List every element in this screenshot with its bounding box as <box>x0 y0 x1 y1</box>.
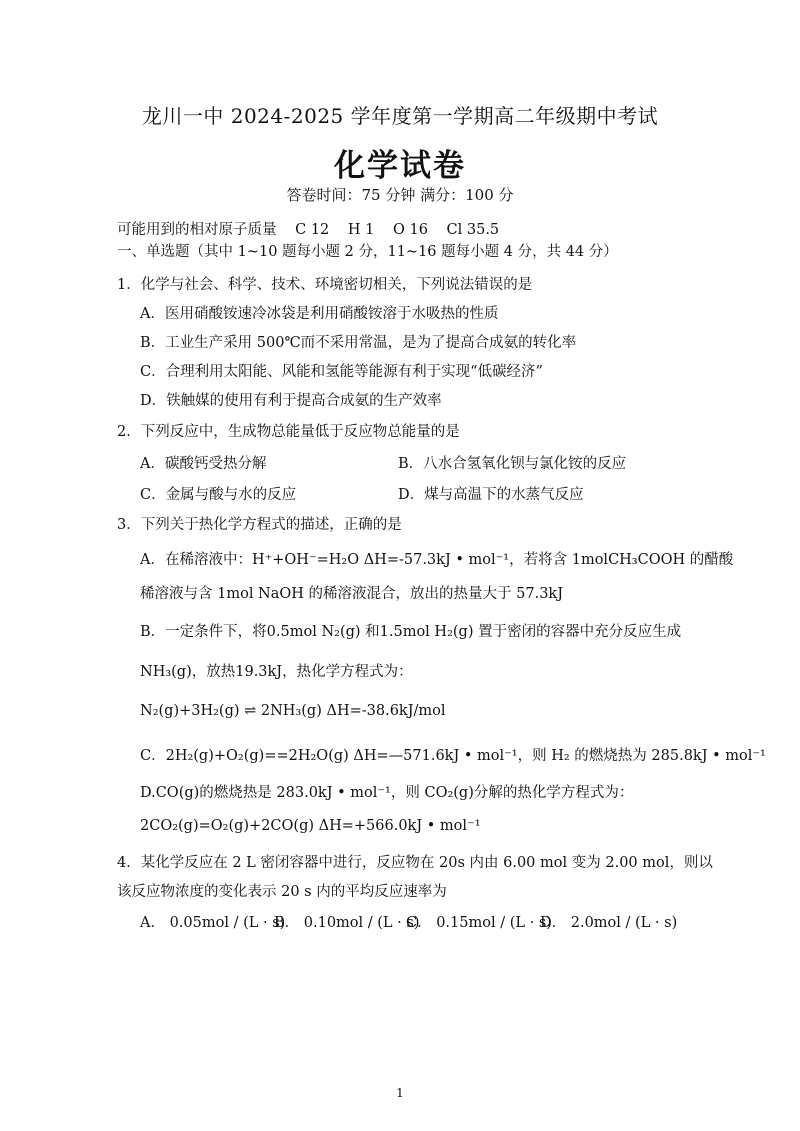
q3-option-b-line2: NH₃(g)，放热19.3kJ，热化学方程式为： <box>140 664 413 680</box>
q4-option-b: B． 0.10mol / (L · s) <box>274 915 420 931</box>
q3-option-d-line2: 2CO₂(g)=O₂(g)+2CO(g) ΔH=+566.0kJ • mol⁻¹ <box>140 818 481 834</box>
q3-option-c: C．2H₂(g)+O₂(g)==2H₂O(g) ΔH=—571.6kJ • mol⁻¹，则 H₂ 的燃烧热为 285.8kJ • mol⁻¹ <box>140 748 766 764</box>
q1-option-b: B．工业生产采用 500℃而不采用常温，是为了提高合成氨的转化率 <box>140 335 577 351</box>
q1-option-a: A．医用硝酸铵速冷冰袋是利用硝酸铵溶于水吸热的性质 <box>140 306 499 322</box>
q4-stem-line1: 4．某化学反应在 2 L 密闭容器中进行，反应物在 20s 内由 6.00 mol 变为 2.00 mol，则以 <box>117 855 713 871</box>
atomic-mass-cl: Cl 35.5 <box>446 222 500 238</box>
exam-title: 龙川一中 2024-2025 学年度第一学期高二年级期中考试 <box>141 104 659 128</box>
q3-option-b-line1: B．一定条件下，将0.5mol N₂(g) 和1.5mol H₂(g) 置于密闭的容器中充分反应生成 <box>140 624 682 640</box>
page-number: 1 <box>396 1086 404 1100</box>
q2-option-a: A．碳酸钙受热分解 <box>140 456 267 472</box>
q2-stem: 2．下列反应中，生成物总能量低于反应物总能量的是 <box>117 424 460 440</box>
q2-option-d: D．煤与高温下的水蒸气反应 <box>398 487 584 503</box>
atomic-mass-o: O 16 <box>392 222 428 238</box>
q1-stem: 1．化学与社会、科学、技术、环境密切相关，下列说法错误的是 <box>117 277 533 293</box>
q2-option-b: B．八水合氢氧化钡与氯化铵的反应 <box>398 456 627 472</box>
q3-option-a-line1: A．在稀溶液中：H⁺+OH⁻=H₂O ΔH=-57.3kJ • mol⁻¹，若将含 1molCH₃COOH 的醋酸 <box>140 552 734 568</box>
q3-option-b-equation: N₂(g)+3H₂(g) ⇌ 2NH₃(g) ΔH=-38.6kJ/mol <box>140 703 446 719</box>
q4-option-a: A． 0.05mol / (L · s) <box>140 915 286 931</box>
q3-option-d-line1: D.CO(g)的燃烧热是 283.0kJ • mol⁻¹，则 CO₂(g)分解的热化学方程式为： <box>140 785 634 801</box>
q4-option-d: D． 2.0mol / (L · s) <box>540 915 678 931</box>
q3-option-a-line2: 稀溶液与含 1mol NaOH 的稀溶液混合，放出的热量大于 57.3kJ <box>140 586 564 602</box>
q3-stem: 3．下列关于热化学方程式的描述，正确的是 <box>117 517 402 533</box>
atomic-masses <box>117 218 499 239</box>
exam-info: 答卷时间：75 分钟 满分：100 分 <box>286 186 514 204</box>
q4-option-c: C． 0.15mol / (L · s) <box>406 915 552 931</box>
q1-option-d: D．铁触媒的使用有利于提高合成氨的生产效率 <box>140 393 442 409</box>
subject-title: 化学试卷 <box>334 148 466 184</box>
atomic-mass-h: H 1 <box>347 222 375 238</box>
atomic-mass-c: C 12 <box>295 222 330 238</box>
atomic-masses-label: 可能用到的相对原子质量 <box>117 222 277 238</box>
q1-option-c: C．合理利用太阳能、风能和氢能等能源有利于实现“低碳经济” <box>140 364 543 380</box>
q4-stem-line2: 该反应物浓度的变化表示 20 s 内的平均反应速率为 <box>117 884 447 900</box>
section-heading: 一、单选题（其中 1~10 题每小题 2 分，11~16 题每小题 4 分，共 44 分） <box>117 244 618 260</box>
q2-option-c: C．金属与酸与水的反应 <box>140 487 297 503</box>
